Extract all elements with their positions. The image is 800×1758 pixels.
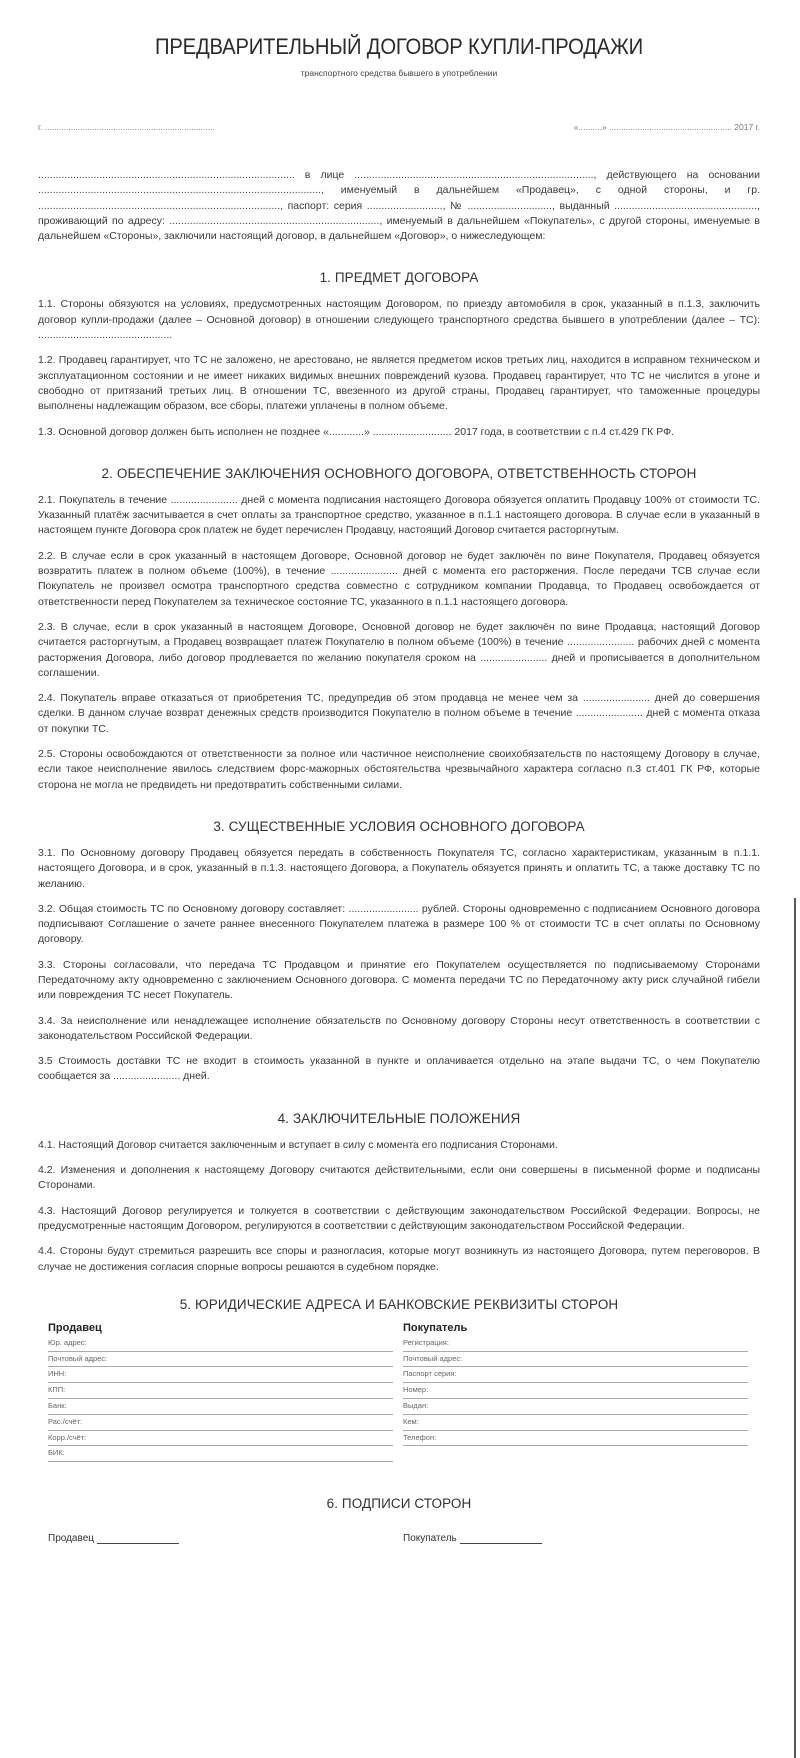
buyer-field-line: Кем: [403,1415,748,1431]
section-title: 1. ПРЕДМЕТ ДОГОВОРА [319,270,479,286]
clause: 1.1. Стороны обязуются на условиях, предусмотренных настоящим Договором, по приезду автомобиля в срок, указанный в п.1.3, заключить договор купли-продажи (далее – Основной договор) в отношении следующего транспортного средства бывшего в употреблении (далее – ТС): .............................................. [38,298,760,342]
clause: 2.4. Покупатель вправе отказаться от приобретения ТС, предупредив об этом продавца не менее чем за ....................... дней до совершения сделки. В данном случае возврат денежных средств производится Покупателю в полном объеме в течение ....................... дней с момента отказа от покупки ТС. [38,692,760,735]
buyer-signature [403,1533,748,1544]
date-field: «..........» .................................................... 2017 г. [573,122,760,132]
seller-heading: Продавец [48,1321,102,1334]
document-subtitle: транспортного средства бывшего в употреблении [300,68,498,78]
buyer-field-line: Регистрация: [403,1336,748,1352]
clause: 2.2. В случае если в срок указанный в настоящем Договоре, Основной договор не будет заключён по вине Покупателя, Продавец обязуется возвратить платеж в полном объеме (100%), в течение ....................... дней с момента его расторжения. После передачи ТСВ случае если Покупатель не произвел осмотра транспортного средства совместно с сотрудником компании Продавца, то Продавец освобождается от ответственности перед Покупателем за техническое состояние ТС, указанного в п.1.1 настоящего договора. [38,549,760,608]
seller-requisites [48,1322,393,1462]
clause: 1.3. Основной договор должен быть исполнен не позднее «............» ........................... 2017 года, в соответствии с п.4 ст.429 ГК РФ. [38,425,675,438]
clause: 3.1. По Основному договору Продавец обязуется передать в собственность Покупателя ТС, согласно характеристикам, указанным в п.1.1. настоящего Договора, и в срок, указанный в п.1.3. настоящего Договора, а Покупатель обязуется принять и оплатить ТС, а также доставку ТС по желанию. [38,846,760,890]
contract-document [0,34,800,1544]
clause: 1.2. Продавец гарантирует, что ТС не заложено, не арестовано, не является предметом исков третьих лиц, находится в исправном техническом и эксплуатационном состоянии и не имеет никаких видимых внешних повреждений кузова. Продавец гарантирует, что ТС не числится в угоне и свободно от притязаний третьих лиц. В отношении ТС, ввезенного из другой страны, Продавец гарантирует, что таможенные процедуры выполнены надлежащим образом, все сборы, платежи уплачены в полном объеме. [38,354,760,413]
clause: 3.4. За неисполнение или ненадлежащее исполнение обязательств по Основному договору Стороны несут ответственность в соответствии с законодательством Российской Федерации. [38,1014,760,1042]
place-field: г. ........................................................................ [38,122,215,132]
clause: 2.5. Стороны освобождаются от ответственности за полное или частичное неисполнение своихобязательств по настоящему Договору в случае, если такое неисполнение явилось следствием форс-мажорных обстоятельства чрезвычайного характера согласно п.3 ст.401 ГК РФ, которые сторона не могла не предвидеть ни предотвратить собственными силами. [38,748,760,791]
page-edge-divider [794,898,796,1758]
document-title: ПРЕДВАРИТЕЛЬНЫЙ ДОГОВОР КУПЛИ-ПРОДАЖИ [154,34,644,59]
clause: 4.4. Стороны будут стремиться разрешить все споры и разногласия, которые могут возникнуть из настоящего Договора, путем переговоров. В случае не достижения согласия спорные вопросы решаются в судебном порядке. [38,1245,760,1273]
buyer-signature-line [460,1533,542,1544]
signatures-title: 6. ПОДПИСИ СТОРОН [326,1496,472,1512]
buyer-signature-label: Покупатель [403,1533,457,1545]
seller-field-line: Рас./счёт: [48,1415,393,1431]
buyer-field-line: Выдан: [403,1399,748,1415]
signatures-block [38,1533,760,1544]
clause: 3.3. Стороны согласовали, что передача ТС Продавцом и принятие его Покупателем осуществляется по подписываемому Сторонами Передаточному акту одновременно с заключением Основного договора. С момента передачи ТС по Передаточному акту риск случайной гибели или повреждения ТС несет Покупатель. [38,958,760,1002]
seller-field-line: Почтовый адрес: [48,1352,393,1368]
seller-field-line: Юр. адрес: [48,1336,393,1352]
section-title: 2. ОБЕСПЕЧЕНИЕ ЗАКЛЮЧЕНИЯ ОСНОВНОГО ДОГОВОРА, ОТВЕТСТВЕННОСТЬ СТОРОН [101,465,697,481]
buyer-fields [403,1336,748,1447]
section-title: 3. СУЩЕСТВЕННЫЕ УСЛОВИЯ ОСНОВНОГО ДОГОВОРА [213,818,585,834]
requisites-block [38,1322,760,1462]
clause: 4.2. Изменения и дополнения к настоящему Договору считаются действительными, если они совершены в письменной форме и подписаны Сторонами. [38,1164,760,1192]
clause: 2.1. Покупатель в течение ....................... дней с момента подписания настоящего Договора обязуется оплатить Продавцу 100% от стоимости ТС. Указанный платёж засчитывается в счет оплаты за транспортное средство, указанное в п.1.1 настоящего договора. В случае если в указанный в настоящем пункте Договора срок платеж не будет перечислен Продавцу, настоящий Договор считается расторгнутым. [38,493,760,537]
buyer-requisites [403,1322,748,1462]
requisites-title: 5. ЮРИДИЧЕСКИЕ АДРЕСА И БАНКОВСКИЕ РЕКВИЗИТЫ СТОРОН [179,1296,619,1312]
seller-signature-label: Продавец [48,1533,94,1545]
clause: 4.3. Настоящий Договор регулируется и толкуется в соответствии с действующим законодательством Российской Федерации. Вопросы, не предусмотренные настоящим Договором, регулируются в соответствии с действующим законодательством Российской Федерации. [38,1204,760,1232]
seller-field-line: Корр./счёт: [48,1431,393,1447]
buyer-field-line: Паспорт серия: [403,1367,748,1383]
sections-container [38,270,760,1274]
buyer-heading: Покупатель [403,1321,468,1334]
seller-field-line: КПП: [48,1383,393,1399]
section-title: 4. ЗАКЛЮЧИТЕЛЬНЫЕ ПОЛОЖЕНИЯ [277,1110,521,1126]
buyer-field-line: Телефон: [403,1431,748,1447]
seller-field-line: ИНН: [48,1367,393,1383]
place-date-row [38,122,760,132]
buyer-field-line: Почтовый адрес: [403,1352,748,1368]
seller-signature [48,1533,393,1544]
preamble: ........................................................................................ в лице .................................................................................., действующего на основании ................................................................................................., именуемый в дальнейшем «Продавец», с одной стороны, и гр. ..................................................................................., паспорт: серия .........................., № ............................., выданный ................................................., проживающий по адресу: ........................................................................, именуемый в дальнейшем «Покупатель», с другой стороны, именуемые в дальнейшем «Стороны», заключили настоящий договор, в дальнейшем «Договор», о нижеследующем: [38,169,760,243]
seller-fields [48,1336,393,1462]
buyer-field-line: Номер: [403,1383,748,1399]
seller-signature-line [97,1533,179,1544]
seller-field-line: Банк: [48,1399,393,1415]
clause: 3.5 Стоимость доставки ТС не входит в стоимость указанной в пункте и оплачивается отдельно на этапе выдачи ТС, о чем Покупателю сообщается за ....................... дней. [38,1055,760,1083]
clause: 4.1. Настоящий Договор считается заключенным и вступает в силу с момента его подписания Сторонами. [38,1138,558,1151]
clause: 3.2. Общая стоимость ТС по Основному договору составляет: ........................ рублей. Стороны одновременно с подписанием Основного договора подписывают Соглашение о зачете раннее внесенного Покупателем платежа в размере 100 % от стоимости ТС в счет оплаты по Основному договору. [38,902,760,946]
clause: 2.3. В случае, если в срок указанный в настоящем Договоре, Основной договор не будет заключён по вине Продавца, настоящий Договор считается расторгнутым, а Продавец возвращает платеж Покупателю в полном объеме (100%) в течение ....................... рабочих дней с момента расторжения Договора, либо договор продлевается по желанию покупателя сроком на ....................... дней и прописывается в дополнительном соглашении. [38,620,760,679]
seller-field-line: БИК: [48,1446,393,1462]
